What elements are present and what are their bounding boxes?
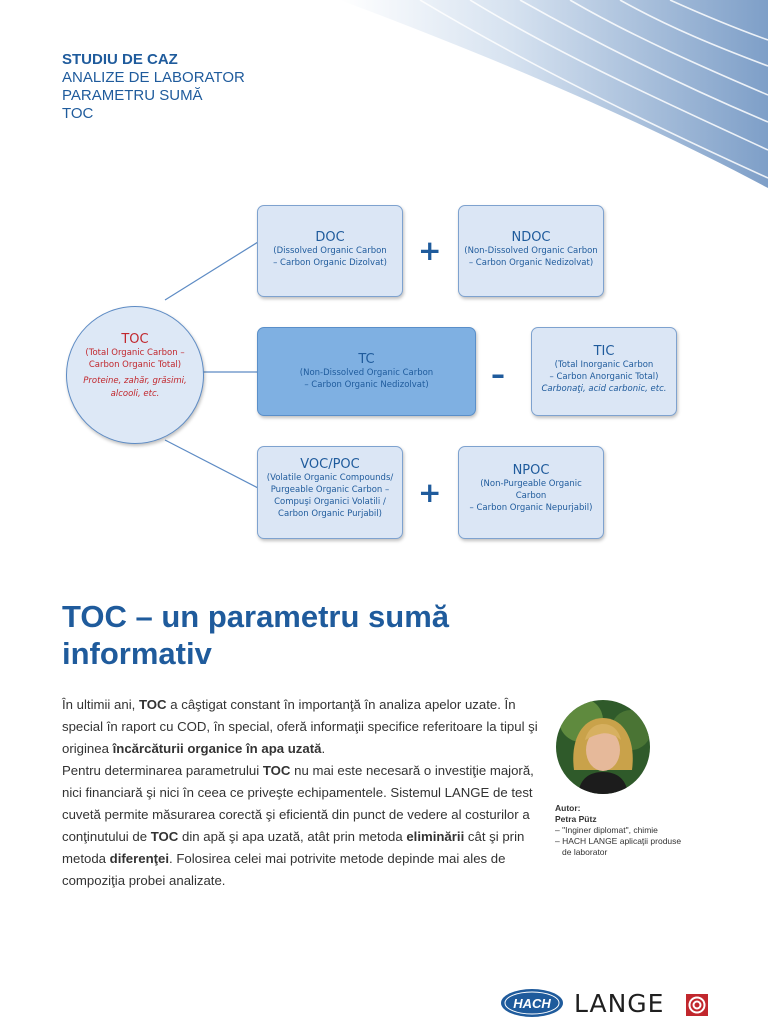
doc-sub-2: – Carbon Organic Dizolvat) bbox=[273, 258, 387, 268]
plus-operator-top: + bbox=[418, 234, 442, 267]
text-bold: diferenţei bbox=[109, 851, 170, 866]
header-line-1: ANALIZE DE LABORATOR bbox=[62, 69, 245, 86]
author-photo bbox=[556, 700, 650, 794]
vocpoc-sub-4: Carbon Organic Purjabil) bbox=[278, 509, 382, 519]
tc-title: TC bbox=[358, 352, 375, 367]
toc-circle bbox=[66, 306, 204, 444]
ndoc-box bbox=[458, 205, 604, 297]
doc-box bbox=[257, 205, 403, 297]
text-bold: TOC bbox=[138, 697, 167, 712]
doc-title: DOC bbox=[315, 230, 345, 245]
toc-title: TOC bbox=[121, 332, 149, 347]
paragraph-2 bbox=[62, 760, 547, 892]
article-body bbox=[62, 694, 547, 892]
toc-example-1: Proteine, zahăr, grăsimi, bbox=[83, 376, 187, 386]
tic-sub-2: – Carbon Anorganic Total) bbox=[549, 372, 659, 382]
article-title: TOC – un parametru sumă informativ bbox=[62, 599, 450, 671]
npoc-box bbox=[458, 446, 604, 539]
npoc-sub-2: Carbon bbox=[515, 491, 547, 501]
tic-example: Carbonaţi, acid carbonic, etc. bbox=[541, 384, 667, 394]
hach-logo-text: HACH bbox=[513, 996, 551, 1011]
tic-sub-1: (Total Inorganic Carbon bbox=[554, 360, 654, 370]
author-line-3: de laborator bbox=[562, 847, 608, 857]
tic-box bbox=[531, 327, 677, 416]
text-run: din apă şi apa uzată, atât prin metoda bbox=[178, 829, 407, 844]
tc-sub-1: (Non-Dissolved Organic Carbon bbox=[299, 368, 434, 378]
vocpoc-sub-2: Purgeable Organic Carbon – bbox=[270, 485, 390, 495]
ndoc-title: NDOC bbox=[511, 230, 551, 245]
hach-lange-logo bbox=[500, 988, 710, 1020]
vocpoc-title: VOC/POC bbox=[300, 457, 360, 472]
text-bold: TOC bbox=[150, 829, 179, 844]
lange-target-icon bbox=[686, 994, 708, 1016]
author-label: Autor: bbox=[555, 803, 581, 813]
vocpoc-sub-1: (Volatile Organic Compounds/ bbox=[266, 473, 394, 483]
npoc-sub-3: – Carbon Organic Nepurjabil) bbox=[469, 503, 593, 513]
ndoc-sub-2: – Carbon Organic Nedizolvat) bbox=[468, 258, 594, 268]
tic-title: TIC bbox=[593, 344, 615, 359]
header-line-3: TOC bbox=[62, 105, 94, 122]
ndoc-sub-1: (Non-Dissolved Organic Carbon bbox=[464, 246, 598, 256]
doc-sub-1: (Dissolved Organic Carbon bbox=[273, 246, 387, 256]
text-run: cât şi prin metoda bbox=[62, 829, 525, 866]
author-info bbox=[555, 803, 735, 858]
toc-sub-1: (Total Organic Carbon – bbox=[85, 348, 185, 358]
case-study-title: STUDIU DE CAZ bbox=[62, 51, 178, 68]
text-bold: eliminării bbox=[406, 829, 465, 844]
minus-operator: – bbox=[491, 358, 505, 391]
text-bold: TOC bbox=[262, 763, 291, 778]
text-run: a câştigat constant în importanţă în analiza apelor uzate. În special în raport cu COD, în special, oferă informaţii specifice referitoare la tipul şi originea bbox=[62, 697, 538, 756]
text-run: Pentru determinarea parametrului bbox=[62, 763, 263, 778]
text-run: nu mai este necesară o investiţie majoră, nici financiară şi nici în ceea ce priveşte echipamentele. Sistemul LANGE de test cuvetă permite măsurarea corectă şi eficientă din punct de vedere al costurilor a conţinutului de bbox=[62, 763, 534, 844]
npoc-title: NPOC bbox=[512, 463, 550, 478]
tc-box bbox=[257, 327, 476, 416]
text-bold: încărcăturii organice în apa uzată bbox=[112, 741, 322, 756]
author-line-2: – HACH LANGE aplicaţii produse bbox=[555, 836, 682, 846]
toc-example-2: alcooli, etc. bbox=[110, 389, 160, 399]
text-run: În ultimii ani, bbox=[62, 697, 139, 712]
npoc-sub-1: (Non-Purgeable Organic bbox=[480, 479, 582, 489]
text-run: . bbox=[321, 741, 326, 756]
author-name: Petra Pütz bbox=[555, 814, 597, 824]
vocpoc-box bbox=[257, 446, 403, 539]
author-line-1: – "Inginer diplomat", chimie bbox=[555, 825, 658, 835]
tc-sub-2: – Carbon Organic Nedizolvat) bbox=[304, 380, 429, 390]
text-run: . Folosirea celei mai potrivite metode depinde mai ales de compoziţia probei analizate. bbox=[62, 851, 506, 888]
toc-sub-2: Carbon Organic Total) bbox=[88, 360, 182, 370]
lange-wordmark: LANGE bbox=[574, 989, 665, 1018]
header-line-2: PARAMETRU SUMĂ bbox=[62, 87, 203, 104]
paragraph-1 bbox=[62, 694, 547, 760]
hach-logo bbox=[500, 988, 564, 1018]
vocpoc-sub-3: Compuşi Organici Volatili / bbox=[274, 497, 386, 507]
header-block bbox=[62, 51, 245, 123]
plus-operator-bottom: + bbox=[418, 476, 442, 509]
